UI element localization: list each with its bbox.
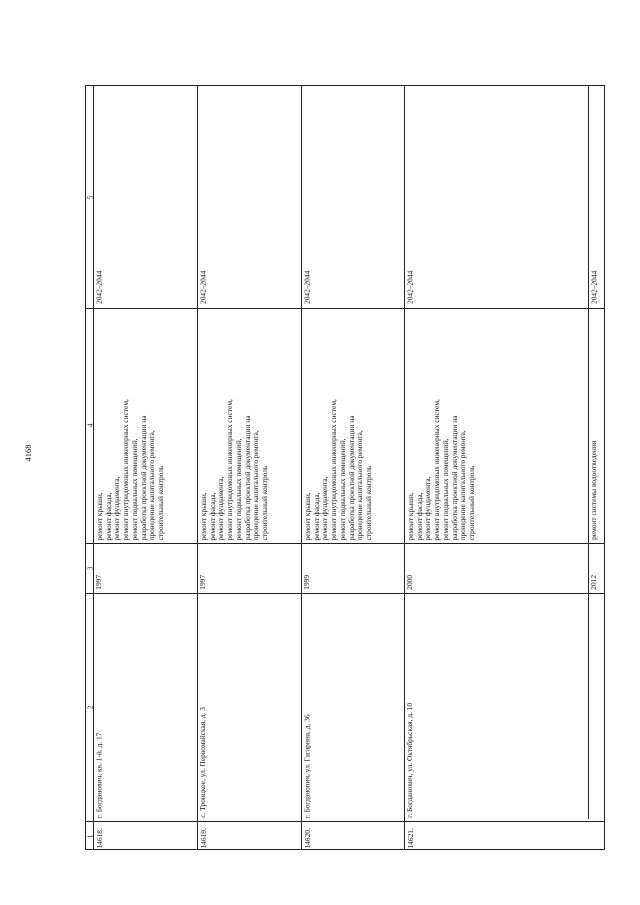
row-works-line: ремонт подвальных помещений, xyxy=(129,437,139,540)
row-works xyxy=(199,399,269,540)
header-col-3 xyxy=(86,566,95,570)
row-works-line: разработка проектной документации на xyxy=(448,415,458,540)
row-works-line: проведение капитального ремонта, xyxy=(457,429,467,540)
row-year xyxy=(199,575,208,590)
row-works-line: ремонт крыши, xyxy=(198,491,208,540)
row-works-line: ремонт фундамента, xyxy=(111,475,121,540)
row-extra-works xyxy=(590,441,599,540)
row-period-line: 2042–2044 xyxy=(94,270,104,304)
header-col-5 xyxy=(86,195,95,199)
header-col-1-line: 1 xyxy=(85,834,94,838)
row-year-line: 1997 xyxy=(94,574,104,590)
header-col-4 xyxy=(86,424,95,428)
row-works-line: ремонт крыши, xyxy=(94,491,104,540)
row-works xyxy=(303,399,373,540)
row-works-line: ремонт подвальных помещений, xyxy=(337,437,347,540)
row-works-line: ремонт внутридомовых инженерных систем, xyxy=(328,398,338,540)
row-works-line: разработка проектной документации на xyxy=(137,415,147,540)
row-address xyxy=(199,707,208,818)
repair-schedule-table xyxy=(85,85,605,850)
row-works-line: проведение капитального ремонта, xyxy=(250,429,260,540)
row-period xyxy=(95,271,104,304)
row-extra-year-line: 2012 xyxy=(589,574,599,590)
row-works-line: строительный контроль xyxy=(155,465,165,540)
row-number xyxy=(95,828,104,848)
row-works-line: проведение капитального ремонта, xyxy=(354,429,364,540)
row-works-line: строительный контроль xyxy=(259,465,269,540)
row-number-line: 14618. xyxy=(94,827,104,849)
row-address-line: г. Богданович, ул. Гагарина, д. 36 xyxy=(302,713,312,818)
row-address xyxy=(95,733,104,818)
header-col-5-line: 5 xyxy=(85,195,94,199)
row-number xyxy=(303,828,312,848)
row-extra-works-line: ремонт системы водоотведения xyxy=(589,440,599,540)
row-period xyxy=(303,271,312,304)
row-works-line: ремонт внутридомовых инженерных систем, xyxy=(431,398,441,540)
row-extra-period xyxy=(590,271,599,304)
column-divider xyxy=(86,308,604,309)
row-period-line: 2042–2044 xyxy=(198,270,208,304)
row-year-line: 1999 xyxy=(302,574,312,590)
row-works-line: ремонт внутридомовых инженерных систем, xyxy=(120,398,130,540)
row-works xyxy=(406,399,476,540)
row-works-line: ремонт фасада, xyxy=(311,491,321,540)
row-works-line: строительный контроль xyxy=(466,465,476,540)
column-divider xyxy=(86,821,604,822)
row-works-line: ремонт фундамента, xyxy=(215,475,225,540)
row-number-line: 14619. xyxy=(198,827,208,849)
row-works-line: ремонт фасада, xyxy=(207,491,217,540)
row-year xyxy=(406,575,415,590)
row-works-line: строительный контроль xyxy=(363,465,373,540)
row-works-line: проведение капитального ремонта, xyxy=(146,429,156,540)
row-works-line: ремонт крыши, xyxy=(405,491,415,540)
row-works-line: ремонт крыши, xyxy=(302,491,312,540)
row-number xyxy=(406,828,415,848)
row-period xyxy=(406,271,415,304)
row-works xyxy=(95,399,165,540)
row-address xyxy=(303,714,312,818)
row-works-line: ремонт фундамента, xyxy=(319,475,329,540)
row-year-line: 1997 xyxy=(198,574,208,590)
row-works-line: ремонт фасада, xyxy=(414,491,424,540)
row-works-line: ремонт внутридомовых инженерных систем, xyxy=(224,398,234,540)
header-col-4-line: 4 xyxy=(85,423,94,428)
row-works-line: ремонт подвальных помещений, xyxy=(440,437,450,540)
row-period xyxy=(199,271,208,304)
row-address xyxy=(406,703,415,818)
header-col-1 xyxy=(86,834,95,838)
row-extra-year xyxy=(590,575,599,590)
row-year xyxy=(303,575,312,590)
row-address-line: г. Богданович, ул. Октябрьская, д. 10 xyxy=(405,702,415,818)
row-works-line: разработка проектной документации на xyxy=(241,415,251,540)
row-period-line: 2042–2044 xyxy=(405,270,415,304)
row-number-line: 14621. xyxy=(405,827,415,849)
row-address-line: г. Богданович, кв. 1-й, д. 17 xyxy=(94,732,104,819)
header-col-2-line: 2 xyxy=(85,705,94,709)
row-year xyxy=(95,575,104,590)
row-period-line: 2042–2044 xyxy=(302,270,312,304)
header-col-3-line: 3 xyxy=(85,566,94,570)
header-col-2 xyxy=(86,705,95,709)
row-works-line: ремонт фундамента, xyxy=(422,475,432,540)
column-divider xyxy=(86,593,604,594)
row-year-line: 2000 xyxy=(405,574,415,590)
row-extra-period-line: 2042–2044 xyxy=(589,270,599,304)
row-address-line: с. Троицкое, ул. Первомайская, д. 3 xyxy=(198,707,207,818)
row-number-line: 14620. xyxy=(302,827,312,849)
row-works-line: разработка проектной документации на xyxy=(345,415,355,540)
row-works-line: ремонт подвальных помещений, xyxy=(233,437,243,540)
row-number xyxy=(199,828,208,848)
page-number: 4168 xyxy=(23,444,33,462)
column-divider xyxy=(86,543,604,544)
row-works-line: ремонт фасада, xyxy=(103,491,113,540)
